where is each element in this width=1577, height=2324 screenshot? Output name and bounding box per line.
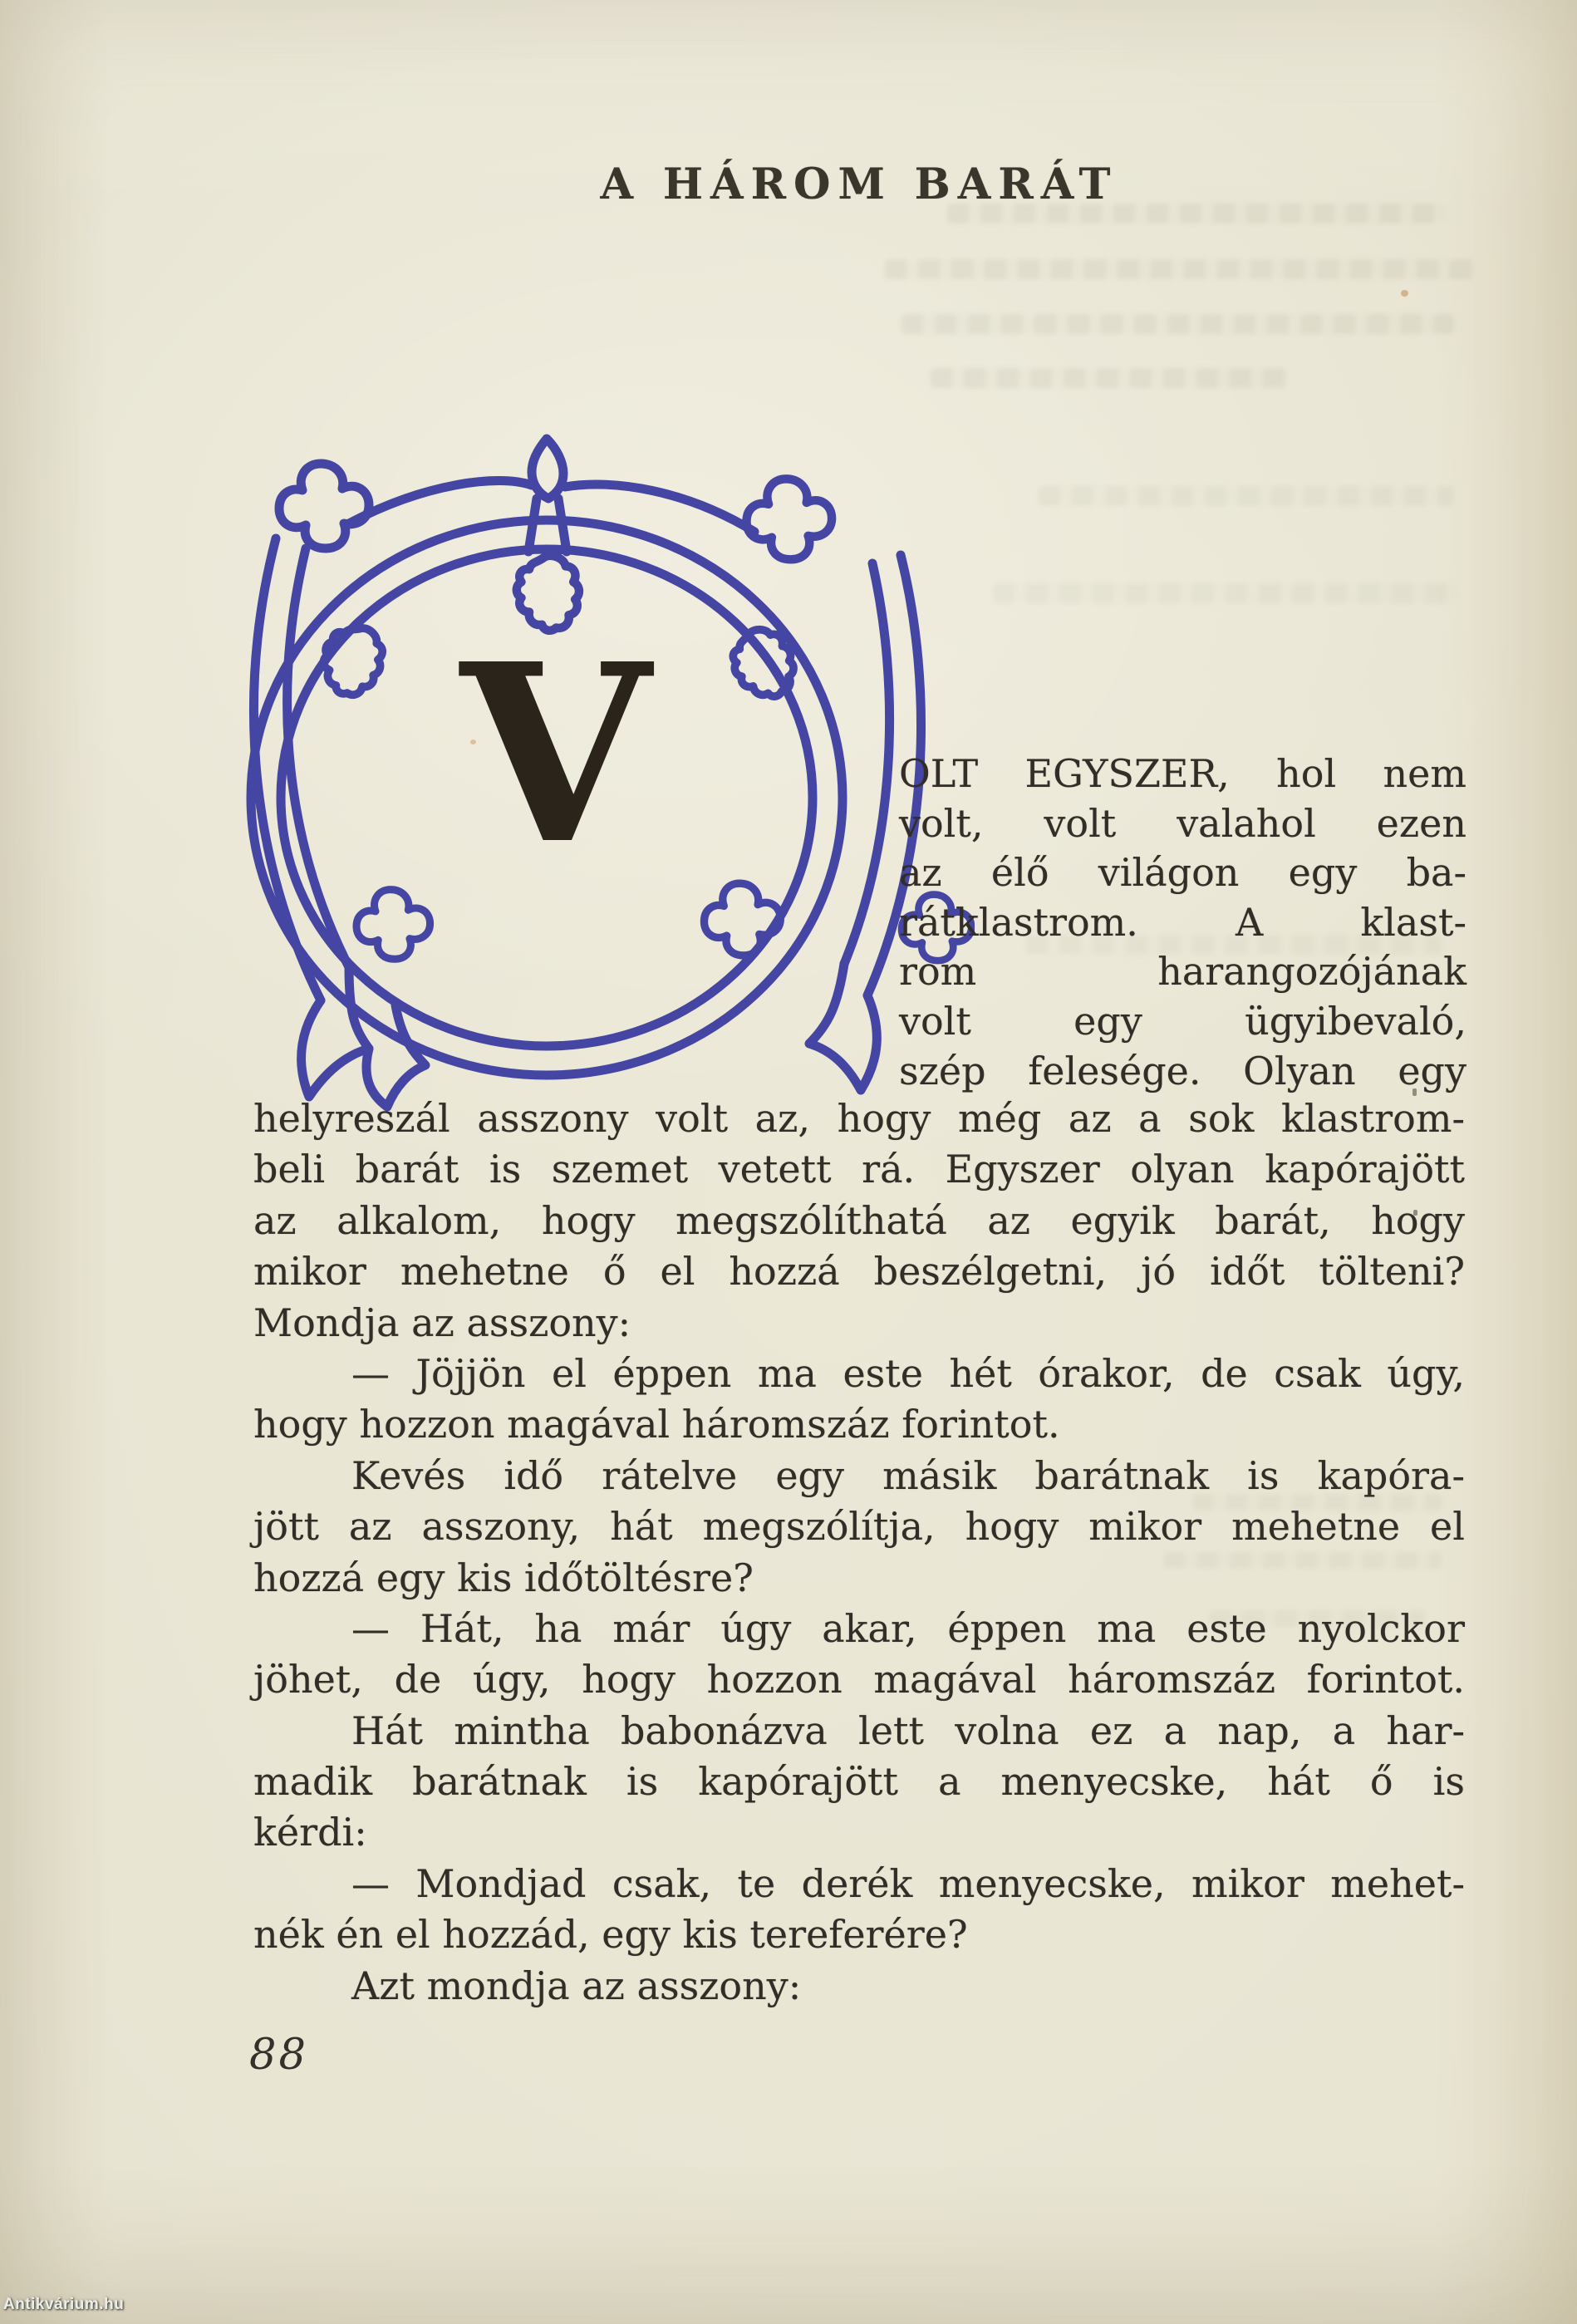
text-line: az alkalom, hogy megszólíthatá az egyik barát, hogy: [253, 1197, 1465, 1243]
text-line: rátklastrom. A klast-: [899, 899, 1466, 945]
page-title: A HÁROM BARÁT: [600, 160, 1118, 209]
show-through-ghost: [993, 583, 1459, 603]
initial-ornament: [223, 430, 975, 1112]
drop-cap-letter: V: [460, 610, 651, 898]
text-line: volt egy ügyibevaló,: [899, 998, 1466, 1044]
text-line: helyreszál asszony volt az, hogy még az a sok klastrom-: [253, 1096, 1465, 1141]
text-line: — Hát, ha már úgy akar, éppen ma este nyolckor: [351, 1605, 1465, 1651]
watermark: Antikvárium.hu: [3, 2296, 125, 2313]
show-through-ghost: [885, 259, 1476, 279]
text-line: jött az asszony, hát megszólítja, hogy mikor mehetne el: [253, 1504, 1465, 1550]
text-line: hozzá egy kis időtöltésre?: [253, 1555, 754, 1600]
text-line: beli barát is szemet vetett rá. Egyszer olyan kapórajött: [253, 1147, 1465, 1192]
show-through-ghost: [931, 368, 1289, 388]
show-through-ghost: [901, 314, 1455, 334]
text-line: Hát mintha babonázva lett volna ez a nap, a har-: [351, 1707, 1465, 1753]
show-through-ghost: [1039, 486, 1455, 506]
text-line: az élő világon egy ba-: [899, 850, 1466, 896]
text-line: Azt mondja az asszony:: [351, 1963, 802, 2008]
text-line: madik barátnak is kapórajött a menyecske, hát ő is: [253, 1759, 1465, 1805]
page-number: 88: [249, 2031, 308, 2080]
text-line: volt, volt valahol ezen: [899, 800, 1466, 846]
body-text: [253, 1093, 1465, 2012]
paper-speck: [1401, 290, 1408, 297]
text-line: mikor mehetne ő el hozzá beszélgetni, jó időt tölteni?: [253, 1249, 1465, 1295]
text-line: OLT EGYSZER, hol nem: [899, 751, 1466, 796]
text-line: jöhet, de úgy, hogy hozzon magával háromszáz forintot.: [253, 1657, 1465, 1702]
text-line: Kevés idő rátelve egy másik barátnak is kapóra-: [351, 1452, 1465, 1498]
text-line: — Jöjjön el éppen ma este hét órakor, de csak úgy,: [351, 1350, 1465, 1396]
text-line: — Mondjad csak, te derék menyecske, mikor mehet-: [351, 1860, 1465, 1906]
text-line: kérdi:: [253, 1810, 367, 1855]
text-line: szép felesége. Olyan egy: [899, 1048, 1466, 1093]
text-line: Mondja az asszony:: [253, 1300, 631, 1345]
text-line: rom harangozójának: [899, 949, 1466, 995]
text-line: nék én el hozzád, egy kis tereferére?: [253, 1912, 968, 1958]
intro-paragraph: [899, 749, 1466, 1096]
text-line: hogy hozzon magával háromszáz forintot.: [253, 1402, 1060, 1447]
